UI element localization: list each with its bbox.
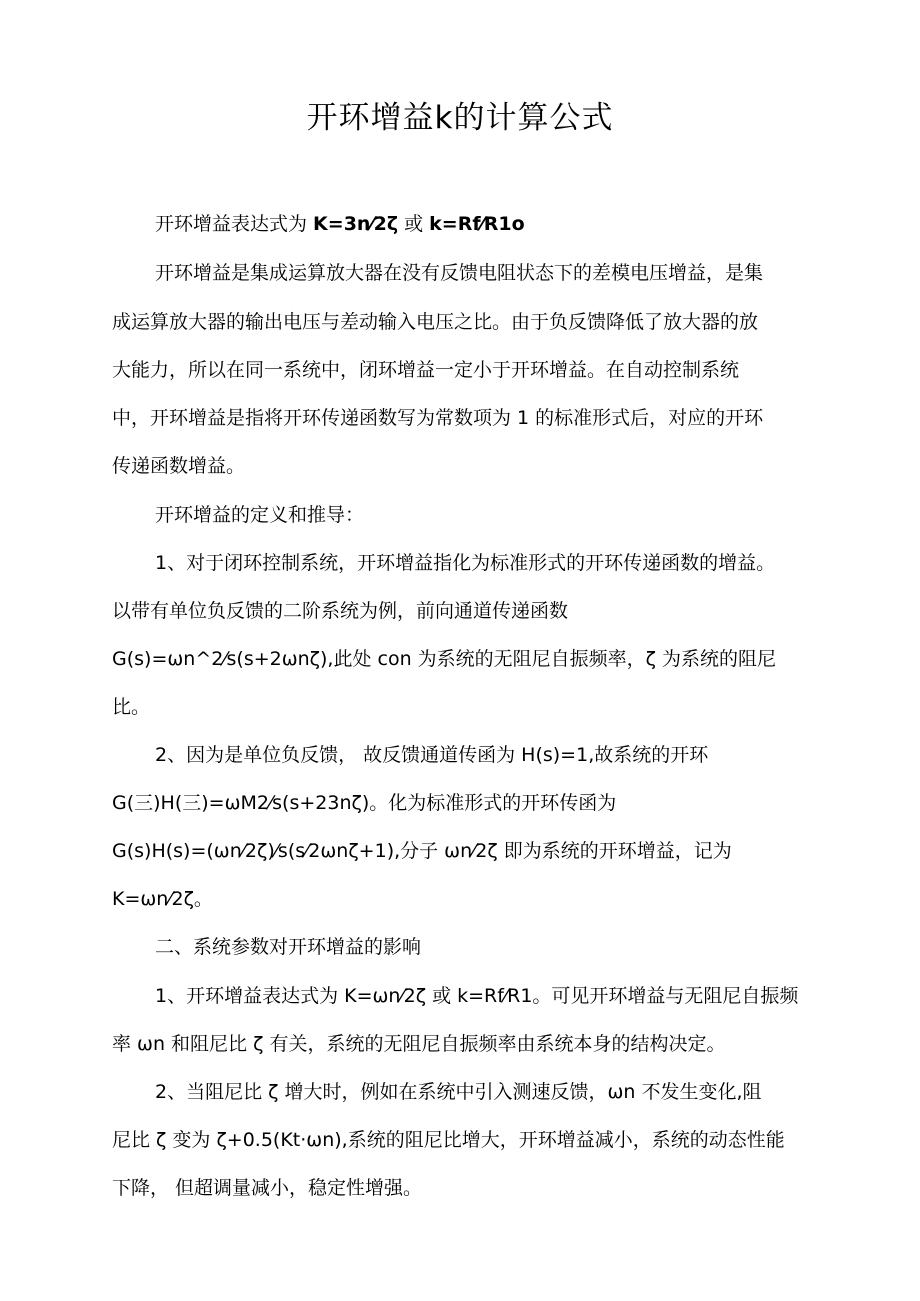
paragraph-line: 比。 [112, 696, 151, 718]
page-title: 开环增益k的计算公式 [306, 100, 614, 136]
paragraph-line: 1、对于闭环控制系统，开环增益指化为标准形式的开环传递函数的增益。 [155, 552, 776, 574]
section-heading-parameters: 二、系统参数对开环增益的影响 [155, 936, 422, 958]
paragraph-line: 率 ωn 和阻尼比 ζ 有关，系统的无阻尼自振频率由系统本身的结构决定。 [112, 1033, 726, 1055]
paragraph-line: 大能力，所以在同一系统中，闭环增益一定小于开环增益。在自动控制系统 [112, 359, 740, 381]
formula-k-expression: K=3n⁄2ζ [313, 213, 399, 235]
formula-summary-line [155, 210, 525, 238]
formula-intro-text: 开环增益表达式为 [155, 213, 314, 235]
paragraph-line: 尼比 ζ 变为 ζ+0.5(Kt·ωn),系统的阻尼比增大，开环增益减小，系统的动态性能 [112, 1129, 785, 1151]
paragraph-line: 成运算放大器的输出电压与差动输入电压之比。由于负反馈降低了放大器的放 [112, 311, 759, 333]
paragraph-line: 传递函数增益。 [112, 455, 246, 477]
paragraph-line: G(三)H(三)=ωM2⁄s(s+23nζ)。化为标准形式的开环传函为 [112, 792, 617, 814]
paragraph-line: G(s)=ωn^2⁄s(s+2ωnζ),此处 con 为系统的无阻尼自振频率，ζ 为系统的阻尼 [112, 648, 777, 670]
paragraph-line: G(s)H(s)=(ωn⁄2ζ)⁄s(s⁄2ωnζ+1),分子 ωn⁄2ζ 即为系统的开环增益，记为 [112, 840, 732, 862]
paragraph-line: K=ωn⁄2ζ。 [112, 888, 213, 910]
paragraph-line: 2、当阻尼比 ζ 增大时，例如在系统中引入测速反馈，ωn 不发生变化,阻 [155, 1081, 762, 1103]
formula-or-text: 或 [398, 213, 430, 235]
paragraph-line: 中，开环增益是指将开环传递函数写为常数项为 1 的标准形式后，对应的开环 [112, 407, 764, 429]
formula-rf-expression: k=Rf⁄R1o [429, 213, 525, 235]
paragraph-line: 开环增益是集成运算放大器在没有反馈电阻状态下的差模电压增益，是集 [155, 262, 764, 284]
paragraph-line: 下降， 但超调量减小，稳定性增强。 [112, 1177, 423, 1199]
paragraph-line: 2、因为是单位负反馈， 故反馈通道传函为 H(s)=1,故系统的开环 [155, 744, 709, 766]
paragraph-line: 以带有单位负反馈的二阶系统为例，前向通道传递函数 [112, 600, 569, 622]
section-heading-definition: 开环增益的定义和推导： [155, 504, 365, 526]
paragraph-line: 1、开环增益表达式为 K=ωn⁄2ζ 或 k=Rf⁄R1。可见开环增益与无阻尼自振频 [155, 985, 799, 1007]
